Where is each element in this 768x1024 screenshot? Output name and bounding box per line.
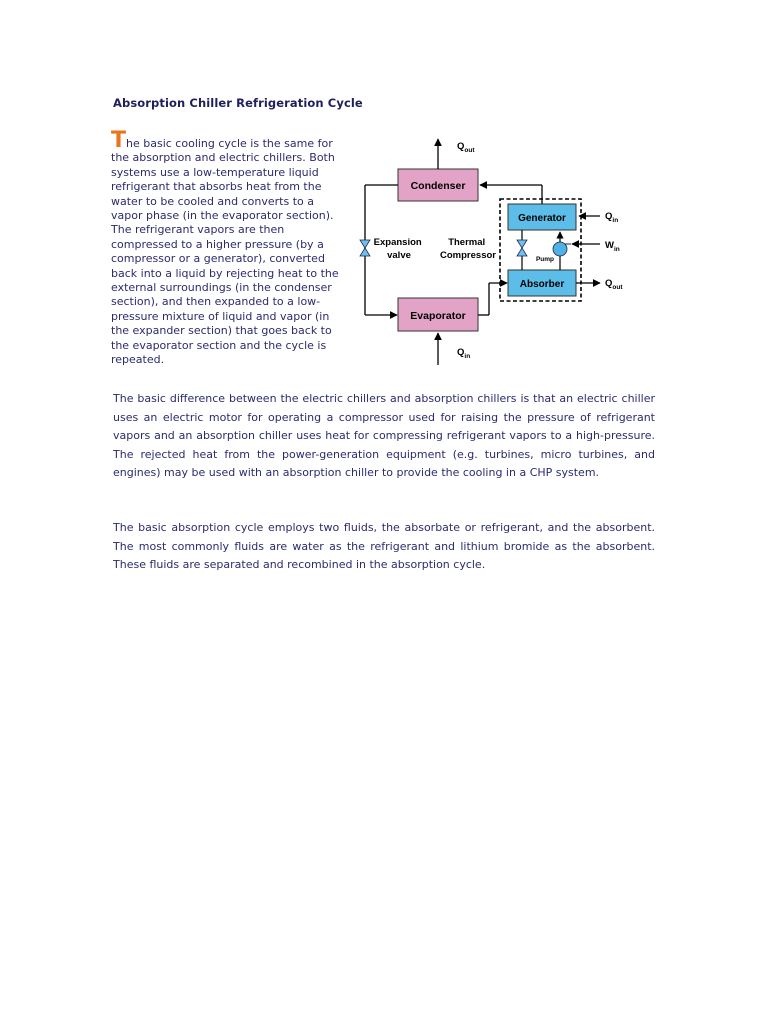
intro-paragraph bbox=[111, 128, 347, 368]
w-in-label: $W_{in}$ bbox=[605, 240, 620, 253]
absorption-cycle-diagram bbox=[355, 128, 645, 368]
paragraph-electric-vs-absorption: The basic difference between the electric chillers and absorption chillers is that an electric chiller uses an electric motor for operating a compressor used for raising the pressure of refrigerant vapors and an absorption chiller uses heat for compressing refrigerant vapors to a high-pressure. The rejected heat from the power-generation equipment (e.g. turbines, micro turbines, and engines) may be used with an absorption chiller to provide the cooling in a CHP system. bbox=[113, 392, 655, 480]
absorber-label: Absorber bbox=[519, 279, 565, 290]
inner-valve-lower-icon bbox=[517, 248, 527, 256]
paragraph-absorption-fluids: The basic absorption cycle employs two fluids, the absorbate or refrigerant, and the absorbent. The most commonly fluids are water as the refrigerant and lithium bromide as the absorbent. These fluids are separated and recombined in the absorption cycle. bbox=[113, 521, 655, 572]
expansion-valve-label: Expansion valve bbox=[373, 237, 422, 261]
generator-label: Generator bbox=[518, 213, 566, 224]
pump-label: Pump bbox=[535, 256, 555, 263]
q-in-bottom-label: $Q_{in}$ bbox=[457, 347, 471, 360]
inner-valve-icon bbox=[517, 240, 527, 248]
pump-icon bbox=[553, 242, 567, 256]
drop-cap: T bbox=[111, 128, 127, 153]
q-out-top-label: $Q_{out}$ bbox=[457, 141, 475, 154]
page-title: Absorption Chiller Refrigeration Cycle bbox=[113, 96, 363, 110]
expansion-valve-icon bbox=[360, 240, 370, 248]
q-out-absorber-label: $Q_{out}$ bbox=[605, 278, 623, 291]
expansion-valve-lower-icon bbox=[360, 248, 370, 256]
intro-text: he basic cooling cycle is the same for the absorption and electric chillers. Both systems use a low-temperature liquid refrigerant that absorbs heat from the water to be cooled and converts to a vapor phase (in the evaporator section). The refrigerant vapors are then compressed to a higher pressure (by a compressor or a generator), converted back into a liquid by rejecting heat to the external surroundings (in the condenser section), and then expanded to a low- pressure mixture of liquid and vapor (in the expander section) that goes back to the evaporator section and the cycle is repeated. bbox=[111, 137, 339, 367]
q-in-generator-label: $Q_{in}$ bbox=[605, 211, 619, 224]
condenser-label: Condenser bbox=[410, 180, 466, 192]
evaporator-label: Evaporator bbox=[410, 310, 466, 322]
thermal-compressor-label: Thermal Compressor bbox=[440, 237, 496, 261]
